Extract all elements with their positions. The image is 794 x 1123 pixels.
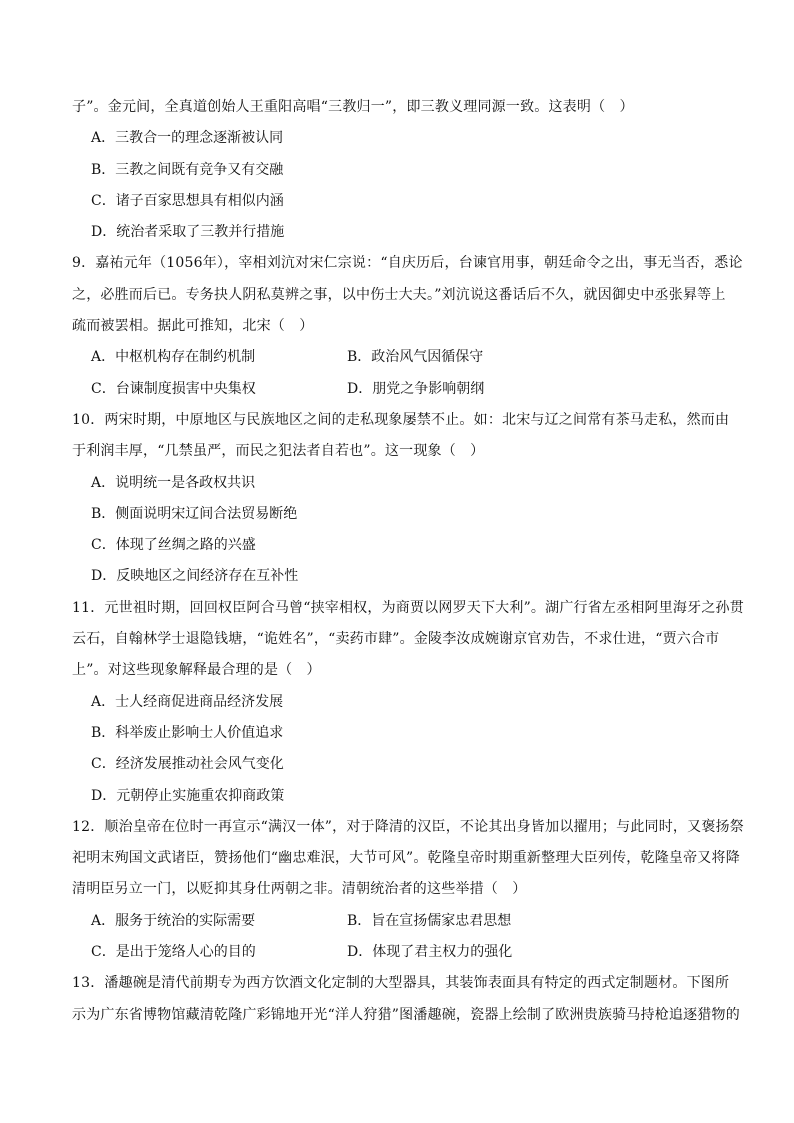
option-row <box>72 912 724 943</box>
option-b[interactable]: B．科举废止影响士人价值追求 <box>91 724 284 741</box>
option-a[interactable]: A．三教合一的理念逐渐被认同 <box>91 130 284 147</box>
question-10 <box>72 411 730 599</box>
option-b[interactable]: B．政治风气因循保守 <box>347 349 484 366</box>
option-c[interactable]: C．经济发展推动社会风气变化 <box>91 756 284 773</box>
option-a[interactable]: A．服务于统治的实际需要 <box>91 912 256 929</box>
option-b[interactable]: B．旨在宣扬儒家忠君思想 <box>347 912 512 929</box>
option-a[interactable]: A．中枢机构存在制约机制 <box>91 349 256 366</box>
question-stem-line: 示为广东省博物馆藏清乾隆广彩锦地开光“洋人狩猎”图潘趣碗，瓷器上绘制了欧洲贵族骑马持枪追逐猎物的 <box>72 1006 740 1023</box>
option-c[interactable]: C．是出于笼络人心的目的 <box>91 944 256 961</box>
question-13 <box>72 974 740 1037</box>
option-c[interactable]: C．体现了丝绸之路的兴盛 <box>91 537 256 554</box>
question-stem-line: 子”。金元间，全真道创始人王重阳高唱“三教归一”，即三教义理同源一致。这表明（ ） <box>72 99 634 115</box>
option-a[interactable]: A．士人经商促进商品经济发展 <box>91 693 284 710</box>
question-12 <box>72 818 744 974</box>
question-stem-line: 云石，自翰林学士退隐钱塘，“诡姓名”，“卖药市肆”。金陵李汝成婉谢京官劝告，不求仕进，“贾六合市 <box>72 631 720 648</box>
question-stem-line: 13．潘趣碗是清代前期专为西方饮酒文化定制的大型器具，其装饰表面具有特定的西式定制题材。下图所 <box>72 975 730 992</box>
question-stem-line: 10．两宋时期，中原地区与民族地区之间的走私现象屡禁不止。如：北宋与辽之间常有茶马走私，然而由 <box>72 411 730 428</box>
question-stem-line: 9．嘉祐元年（1056年），宰相刘沆对宋仁宗说：“自庆历后，台谏官用事，朝廷命令之出，事无当否，悉论 <box>72 255 743 272</box>
option-row <box>72 943 724 974</box>
question-8 <box>72 98 724 254</box>
option-c[interactable]: C．台谏制度损害中央集权 <box>91 380 256 397</box>
exam-page <box>72 98 744 1037</box>
question-stem-line: 上”。对这些现象解释最合理的是（ ） <box>72 662 321 679</box>
question-stem-line: 于利润丰厚，“几禁虽严，而民之犯法者自若也”。这一现象（ ） <box>72 443 485 460</box>
option-a[interactable]: A．说明统一是各政权共识 <box>91 474 256 491</box>
option-b[interactable]: B．三教之间既有竞争又有交融 <box>91 161 284 178</box>
question-stem-line: 疏而被罢相。据此可推知，北宋（ ） <box>72 318 314 335</box>
question-stem-line: 11．元世祖时期，回回权臣阿合马曾“挟宰相权，为商贾以网罗天下大利”。湖广行省左丞相阿里海牙之孙贯 <box>72 599 744 616</box>
question-9 <box>72 254 743 410</box>
question-stem-line: 之，必胜而后已。专务抉人阴私莫辨之事，以中伤士大夫。”刘沆说这番话后不久，就因御史中丞张昪等上 <box>72 286 726 303</box>
option-b[interactable]: B．侧面说明宋辽间合法贸易断绝 <box>91 505 298 522</box>
question-stem-line: 祀明末殉国文武诸臣，赞扬他们“幽忠难泯，大节可风”。乾隆皇帝时期重新整理大臣列传，乾隆皇帝又将降 <box>72 850 740 867</box>
option-d[interactable]: D．统治者采取了三教并行措施 <box>91 224 285 241</box>
question-stem-line: 12．顺治皇帝在位时一再宣示“满汉一体”，对于降清的汉臣，不论其出身皆加以擢用；与此同时，又褒扬祭 <box>72 818 744 835</box>
option-d[interactable]: D．元朝停止实施重农抑商政策 <box>91 787 285 804</box>
option-d[interactable]: D．体现了君主权力的强化 <box>347 944 513 961</box>
option-d[interactable]: D．朋党之争影响朝纲 <box>347 380 485 397</box>
option-row <box>72 348 724 379</box>
option-c[interactable]: C．诸子百家思想具有相似内涵 <box>91 192 284 209</box>
option-d[interactable]: D．反映地区之间经济存在互补性 <box>91 568 299 585</box>
question-11 <box>72 599 744 818</box>
option-row <box>72 380 724 411</box>
question-stem-line: 清明臣另立一门，以贬抑其身仕两朝之非。清朝统治者的这些举措（ ） <box>72 881 527 898</box>
